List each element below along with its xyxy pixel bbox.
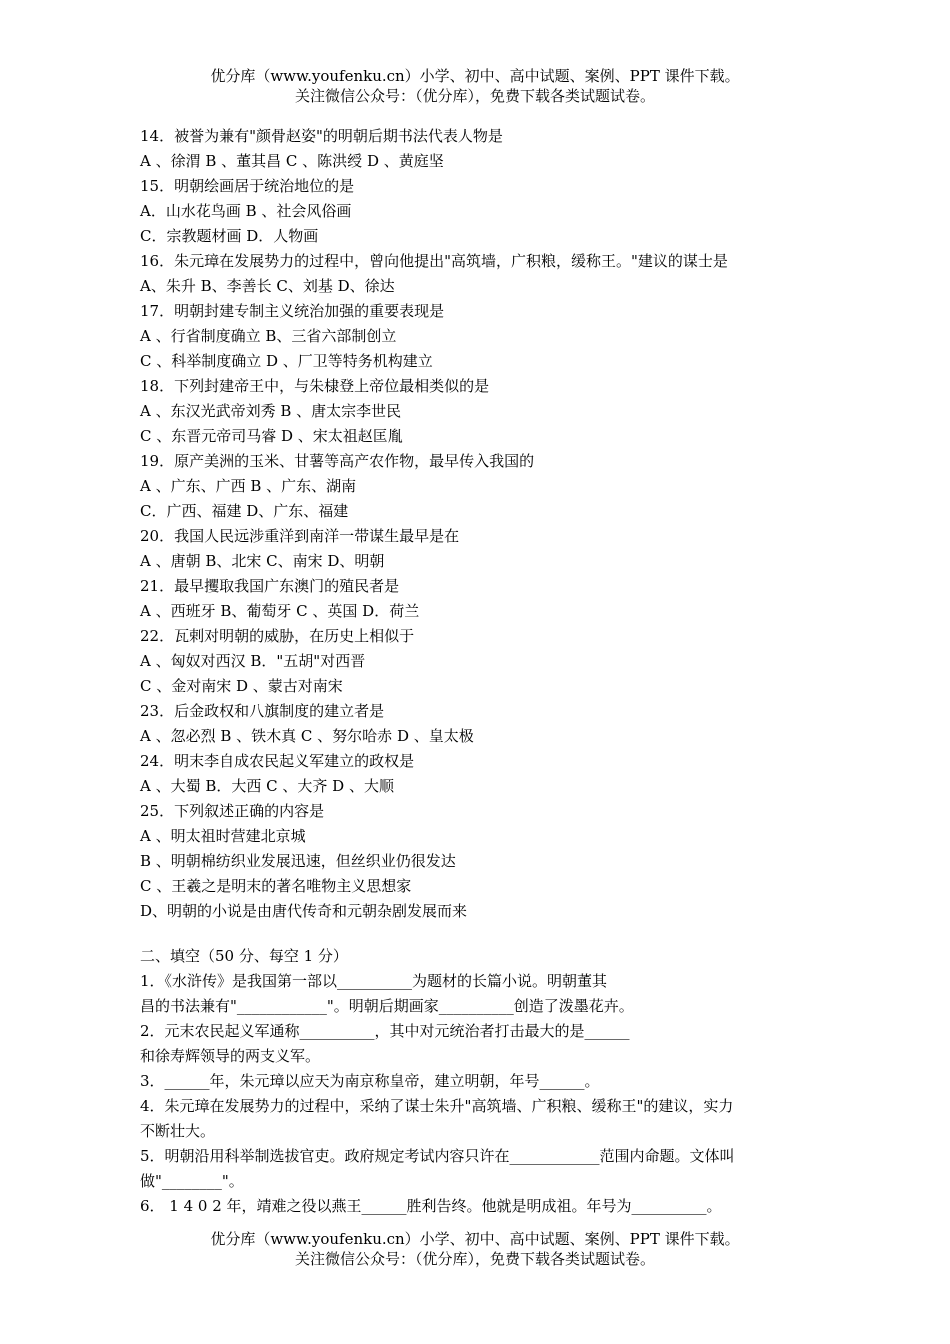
- question-line: 24．明末李自成农民起义军建立的政权是: [140, 752, 415, 770]
- question-line: A 、广东、广西 B 、广东、湖南: [140, 477, 357, 495]
- question-line: 15．明朝绘画居于统治地位的是: [140, 177, 355, 195]
- question-line: 20．我国人民远涉重洋到南洋一带谋生最早是在: [140, 527, 460, 545]
- question-line: 25．下列叙述正确的内容是: [140, 802, 325, 820]
- question-line: C 、王羲之是明末的著名唯物主义思想家: [140, 877, 412, 895]
- fill-line: 1．《水浒传》是我国第一部以__________为题材的长篇小说。明朝董其: [140, 972, 608, 990]
- page-header: [0, 66, 950, 106]
- question-line: A 、行省制度确立 B、三省六部制创立: [140, 327, 397, 345]
- question-line: A 、匈奴对西汉 B．"五胡"对西晋: [140, 652, 366, 670]
- question-line: 18．下列封建帝王中，与朱棣登上帝位最相类似的是: [140, 377, 490, 395]
- fill-line: 2．元末农民起义军通称__________，其中对元统治者打击最大的是______: [140, 1022, 630, 1040]
- question-line: C 、科举制度确立 D 、厂卫等特务机构建立: [140, 352, 433, 370]
- fill-line: 昌的书法兼有"____________"。明朝后期画家__________创造了泼墨花卉。: [140, 997, 634, 1015]
- question-line: A 、唐朝 B、北宋 C、南宋 D、明朝: [140, 552, 385, 570]
- fill-in-blank-block: [140, 969, 820, 1219]
- question-line: B 、明朝棉纺织业发展迅速，但丝织业仍很发达: [140, 852, 456, 870]
- question-line: C 、金对南宋 D 、蒙古对南宋: [140, 677, 343, 695]
- question-line: 19．原产美洲的玉米、甘薯等高产农作物，最早传入我国的: [140, 452, 535, 470]
- question-line: 17．明朝封建专制主义统治加强的重要表现是: [140, 302, 445, 320]
- question-line: A 、东汉光武帝刘秀 B 、唐太宗李世民: [140, 402, 402, 420]
- header-line-1: 优分库（www.youfenku.cn）小学、初中、高中试题、案例、PPT 课件下载。: [210, 67, 740, 85]
- fill-line: 4．朱元璋在发展势力的过程中，采纳了谋士朱升"高筑墙、广积粮、缓称王"的建议，实力: [140, 1097, 734, 1115]
- fill-line: 不断壮大。: [140, 1122, 216, 1140]
- question-line: 21．最早攫取我国广东澳门的殖民者是: [140, 577, 400, 595]
- footer-line-1: 优分库（www.youfenku.cn）小学、初中、高中试题、案例、PPT 课件下载。: [210, 1230, 740, 1248]
- question-line: C 、东晋元帝司马睿 D 、宋太祖赵匡胤: [140, 427, 403, 445]
- section-gap: [140, 924, 820, 944]
- fill-line: 和徐寿辉领导的两支义军。: [140, 1047, 321, 1065]
- question-line: C．宗教题材画 D．人物画: [140, 227, 319, 245]
- question-line: A、朱升 B、李善长 C、刘基 D、徐达: [140, 277, 395, 295]
- multiple-choice-block: [140, 124, 820, 924]
- fill-line: 做"________"。: [140, 1172, 244, 1190]
- footer-line-2: 关注微信公众号：（优分库），免费下载各类试题试卷。: [294, 1250, 655, 1268]
- fill-line: 6． 1 4 0 2 年，靖难之役以燕王______胜利告终。他就是明成祖。年号为__________。: [140, 1197, 722, 1215]
- header-line-2: 关注微信公众号：（优分库），免费下载各类试题试卷。: [294, 87, 655, 105]
- fill-section-title: 二、填空（50 分、每空 1 分）: [140, 947, 348, 965]
- question-line: D、明朝的小说是由唐代传奇和元朝杂剧发展而来: [140, 902, 468, 920]
- question-line: 22．瓦剌对明朝的威胁，在历史上相似于: [140, 627, 415, 645]
- question-line: C．广西、福建 D、广东、福建: [140, 502, 349, 520]
- exam-content: [140, 124, 820, 1219]
- question-line: 16．朱元璋在发展势力的过程中，曾向他提出"高筑墙，广积粮，缓称王。"建议的谋士是: [140, 252, 728, 270]
- question-line: A 、忽必烈 B 、铁木真 C 、努尔哈赤 D 、皇太极: [140, 727, 474, 745]
- question-line: A 、大蜀 B．大西 C 、大齐 D 、大顺: [140, 777, 394, 795]
- question-line: A．山水花鸟画 B 、社会风俗画: [140, 202, 352, 220]
- question-line: A 、西班牙 B、葡萄牙 C 、英国 D．荷兰: [140, 602, 420, 620]
- question-line: 14．被誉为兼有"颜骨赵姿"的明朝后期书法代表人物是: [140, 127, 503, 145]
- question-line: 23．后金政权和八旗制度的建立者是: [140, 702, 385, 720]
- question-line: A 、明太祖时营建北京城: [140, 827, 306, 845]
- page-footer: [0, 1229, 950, 1269]
- fill-line: 5．明朝沿用科举制选拔官吏。政府规定考试内容只许在____________范围内命题。文体叫: [140, 1147, 735, 1165]
- question-line: A 、徐渭 B 、董其昌 C 、陈洪绶 D 、黄庭坚: [140, 152, 444, 170]
- fill-line: 3．______年，朱元璋以应天为南京称皇帝，建立明朝，年号______。: [140, 1072, 600, 1090]
